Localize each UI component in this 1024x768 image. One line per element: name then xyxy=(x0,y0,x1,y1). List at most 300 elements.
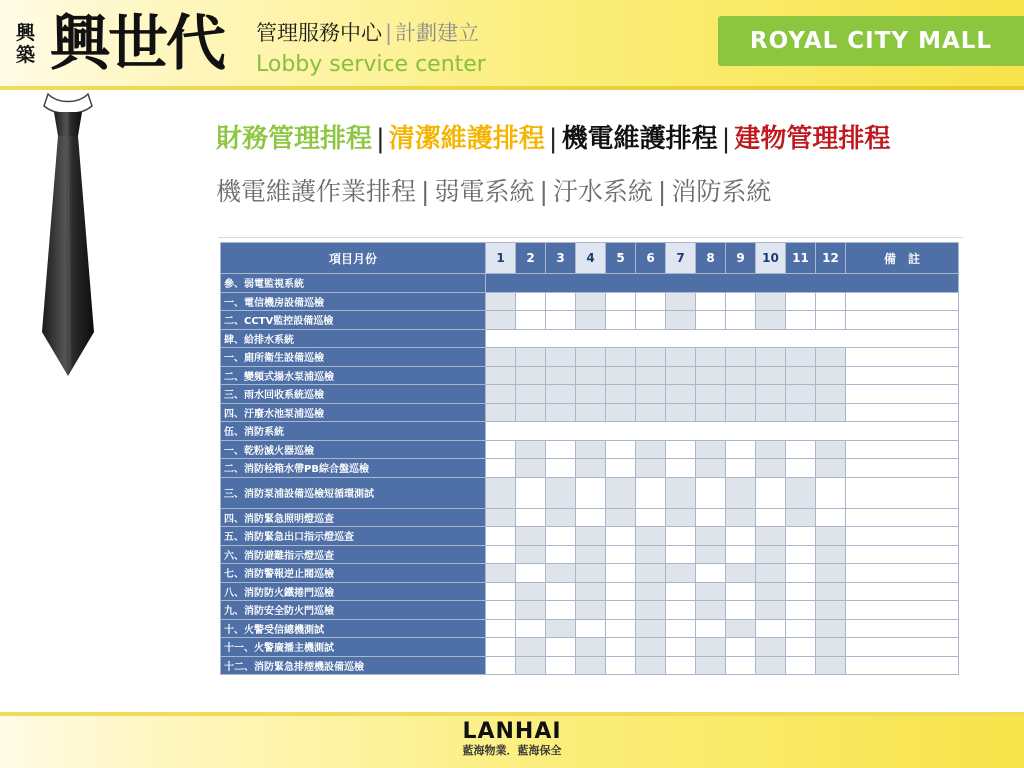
subcategory-line xyxy=(216,175,771,209)
remark-cell xyxy=(846,348,959,367)
month-cell xyxy=(666,292,696,311)
remark-cell xyxy=(846,601,959,620)
header-month-7: 7 xyxy=(666,243,696,274)
month-cell xyxy=(666,403,696,422)
month-cell xyxy=(786,601,816,620)
month-cell xyxy=(786,292,816,311)
month-cell xyxy=(696,366,726,385)
month-cell xyxy=(546,311,576,330)
month-cell xyxy=(786,656,816,675)
month-cell xyxy=(786,619,816,638)
remark-cell xyxy=(846,638,959,657)
row-label: 四、汙廢水池泵浦巡檢 xyxy=(221,403,486,422)
month-cell xyxy=(666,527,696,546)
month-cell xyxy=(666,477,696,508)
row-label: 三、雨水回收系統巡檢 xyxy=(221,385,486,404)
month-cell xyxy=(606,459,636,478)
category-building: 建物管理排程 xyxy=(734,124,891,154)
month-cell xyxy=(636,601,666,620)
month-cell xyxy=(546,459,576,478)
month-cell xyxy=(786,545,816,564)
month-cell xyxy=(576,366,606,385)
month-cell xyxy=(606,582,636,601)
category-electromechanical: 機電維護排程 xyxy=(561,124,718,154)
month-cell xyxy=(786,527,816,546)
month-cell xyxy=(516,348,546,367)
table-row xyxy=(221,440,959,459)
month-cell xyxy=(546,564,576,583)
row-label: 五、消防緊急出口指示燈巡查 xyxy=(221,527,486,546)
month-cell xyxy=(486,508,516,527)
remark-cell xyxy=(846,527,959,546)
remark-cell xyxy=(846,545,959,564)
month-cell xyxy=(606,403,636,422)
month-cell xyxy=(666,564,696,583)
remark-cell xyxy=(846,403,959,422)
table-row xyxy=(221,329,959,348)
row-label: 參、弱電監視系統 xyxy=(221,274,486,293)
month-cell xyxy=(486,638,516,657)
month-cell xyxy=(726,385,756,404)
remark-cell xyxy=(846,582,959,601)
month-cell xyxy=(786,582,816,601)
month-cell xyxy=(696,292,726,311)
month-cell xyxy=(516,459,546,478)
remark-cell xyxy=(846,366,959,385)
row-label: 十二、消防緊急排煙機設備巡檢 xyxy=(221,656,486,675)
month-cell xyxy=(756,385,786,404)
subcategory-fire: 消防系統 xyxy=(671,177,772,206)
footer-logo xyxy=(452,720,572,758)
month-cell xyxy=(726,403,756,422)
section-span xyxy=(486,422,959,441)
month-cell xyxy=(726,348,756,367)
month-cell xyxy=(726,292,756,311)
table-body xyxy=(221,274,959,675)
month-cell xyxy=(666,508,696,527)
month-cell xyxy=(546,292,576,311)
month-cell xyxy=(696,656,726,675)
month-cell xyxy=(486,477,516,508)
month-cell xyxy=(576,619,606,638)
month-cell xyxy=(546,545,576,564)
month-cell xyxy=(486,385,516,404)
month-cell xyxy=(816,638,846,657)
row-label: 二、消防栓箱水帶PB綜合盤巡檢 xyxy=(221,459,486,478)
month-cell xyxy=(636,348,666,367)
month-cell xyxy=(486,545,516,564)
month-cell xyxy=(816,619,846,638)
month-cell xyxy=(636,508,666,527)
remark-cell xyxy=(846,459,959,478)
month-cell xyxy=(486,619,516,638)
month-cell xyxy=(816,292,846,311)
month-cell xyxy=(816,564,846,583)
subcategory-low-voltage: 弱電系統 xyxy=(434,177,535,206)
subcategory-separator: | xyxy=(539,177,548,206)
month-cell xyxy=(516,564,546,583)
month-cell xyxy=(516,403,546,422)
month-cell xyxy=(546,348,576,367)
row-label: 七、消防警報逆止閥巡檢 xyxy=(221,564,486,583)
section-span xyxy=(486,329,959,348)
month-cell xyxy=(606,545,636,564)
month-cell xyxy=(546,440,576,459)
month-cell xyxy=(756,656,786,675)
maintenance-schedule-table xyxy=(220,242,959,675)
table-row xyxy=(221,582,959,601)
subcategory-schedule: 機電維護作業排程 xyxy=(216,177,417,206)
row-label: 四、消防緊急照明燈巡查 xyxy=(221,508,486,527)
month-cell xyxy=(606,477,636,508)
month-cell xyxy=(696,508,726,527)
header-month-9: 9 xyxy=(726,243,756,274)
month-cell xyxy=(696,601,726,620)
table-header-row xyxy=(221,243,959,274)
table-row xyxy=(221,348,959,367)
month-cell xyxy=(516,638,546,657)
month-cell xyxy=(546,403,576,422)
month-cell xyxy=(546,477,576,508)
footer-brand: LANHAI xyxy=(462,719,562,744)
month-cell xyxy=(576,459,606,478)
month-cell xyxy=(726,564,756,583)
remark-cell xyxy=(846,440,959,459)
month-cell xyxy=(666,385,696,404)
header-month-4: 4 xyxy=(576,243,606,274)
row-label: 十、火警受信總機測試 xyxy=(221,619,486,638)
month-cell xyxy=(486,459,516,478)
header-month-5: 5 xyxy=(606,243,636,274)
month-cell xyxy=(756,292,786,311)
month-cell xyxy=(576,292,606,311)
month-cell xyxy=(816,545,846,564)
remark-cell xyxy=(846,292,959,311)
header-subtitle-en: Lobby service center xyxy=(256,52,486,77)
table-row xyxy=(221,459,959,478)
month-cell xyxy=(516,440,546,459)
remark-cell xyxy=(846,508,959,527)
header-title-sub: 計劃建立 xyxy=(395,21,480,45)
month-cell xyxy=(516,311,546,330)
bottom-banner-stripe xyxy=(0,712,1024,716)
month-cell xyxy=(816,582,846,601)
month-cell xyxy=(546,527,576,546)
month-cell xyxy=(576,638,606,657)
header-month-12: 12 xyxy=(816,243,846,274)
table-row xyxy=(221,545,959,564)
header-title-main: 管理服務中心 xyxy=(256,21,382,45)
month-cell xyxy=(636,311,666,330)
month-cell xyxy=(546,385,576,404)
row-label: 二、變頻式揚水泵浦巡檢 xyxy=(221,366,486,385)
month-cell xyxy=(666,366,696,385)
month-cell xyxy=(756,440,786,459)
month-cell xyxy=(726,582,756,601)
month-cell xyxy=(756,508,786,527)
footer-tagline: 藍海物業．藍海保全 xyxy=(462,744,562,757)
month-cell xyxy=(756,366,786,385)
month-cell xyxy=(636,366,666,385)
month-cell xyxy=(696,348,726,367)
table-top-rule xyxy=(218,237,963,238)
month-cell xyxy=(606,292,636,311)
remark-cell xyxy=(846,385,959,404)
month-cell xyxy=(816,366,846,385)
month-cell xyxy=(576,508,606,527)
month-cell xyxy=(786,403,816,422)
month-cell xyxy=(636,619,666,638)
month-cell xyxy=(576,545,606,564)
month-cell xyxy=(816,311,846,330)
table-row xyxy=(221,656,959,675)
header-month-10: 10 xyxy=(756,243,786,274)
month-cell xyxy=(486,582,516,601)
header-remark: 備 註 xyxy=(846,243,959,274)
month-cell xyxy=(606,311,636,330)
month-cell xyxy=(606,440,636,459)
month-cell xyxy=(546,619,576,638)
month-cell xyxy=(546,582,576,601)
month-cell xyxy=(486,292,516,311)
row-label: 一、電信機房設備巡檢 xyxy=(221,292,486,311)
month-cell xyxy=(726,459,756,478)
month-cell xyxy=(816,440,846,459)
month-cell xyxy=(696,403,726,422)
month-cell xyxy=(576,601,606,620)
month-cell xyxy=(516,601,546,620)
month-cell xyxy=(666,440,696,459)
month-cell xyxy=(486,348,516,367)
header-month-2: 2 xyxy=(516,243,546,274)
month-cell xyxy=(516,582,546,601)
month-cell xyxy=(756,638,786,657)
subcategory-separator: | xyxy=(657,177,667,206)
month-cell xyxy=(516,477,546,508)
month-cell xyxy=(516,292,546,311)
month-cell xyxy=(786,440,816,459)
month-cell xyxy=(696,638,726,657)
remark-cell xyxy=(846,619,959,638)
month-cell xyxy=(726,527,756,546)
month-cell xyxy=(696,477,726,508)
month-cell xyxy=(636,477,666,508)
necktie-icon xyxy=(28,90,108,380)
table-row xyxy=(221,638,959,657)
month-cell xyxy=(816,656,846,675)
month-cell xyxy=(636,292,666,311)
row-label: 八、消防防火鐵捲門巡檢 xyxy=(221,582,486,601)
month-cell xyxy=(786,508,816,527)
month-cell xyxy=(606,619,636,638)
header-month-8: 8 xyxy=(696,243,726,274)
table-row xyxy=(221,366,959,385)
month-cell xyxy=(726,545,756,564)
month-cell xyxy=(756,311,786,330)
month-cell xyxy=(576,311,606,330)
month-cell xyxy=(666,348,696,367)
month-cell xyxy=(636,527,666,546)
category-cleaning: 清潔維護排程 xyxy=(388,124,545,154)
table-row xyxy=(221,385,959,404)
month-cell xyxy=(786,366,816,385)
month-cell xyxy=(636,385,666,404)
month-cell xyxy=(576,348,606,367)
month-cell xyxy=(486,564,516,583)
row-label: 肆、給排水系統 xyxy=(221,329,486,348)
category-line xyxy=(216,122,890,156)
month-cell xyxy=(756,619,786,638)
row-label: 二、CCTV監控設備巡檢 xyxy=(221,311,486,330)
month-cell xyxy=(606,656,636,675)
table-row xyxy=(221,564,959,583)
category-separator: | xyxy=(548,124,558,154)
month-cell xyxy=(816,385,846,404)
month-cell xyxy=(756,564,786,583)
month-cell xyxy=(606,508,636,527)
month-cell xyxy=(756,477,786,508)
row-label: 伍、消防系統 xyxy=(221,422,486,441)
month-cell xyxy=(636,403,666,422)
month-cell xyxy=(486,440,516,459)
table-row xyxy=(221,619,959,638)
month-cell xyxy=(816,459,846,478)
row-label: 一、廁所衛生設備巡檢 xyxy=(221,348,486,367)
table-row xyxy=(221,601,959,620)
row-label: 九、消防安全防火門巡檢 xyxy=(221,601,486,620)
month-cell xyxy=(666,619,696,638)
month-cell xyxy=(696,545,726,564)
month-cell xyxy=(726,638,756,657)
month-cell xyxy=(636,638,666,657)
month-cell xyxy=(816,348,846,367)
month-cell xyxy=(516,366,546,385)
month-cell xyxy=(666,311,696,330)
month-cell xyxy=(696,527,726,546)
subcategory-sewage: 汙水系統 xyxy=(552,177,653,206)
month-cell xyxy=(696,619,726,638)
month-cell xyxy=(486,601,516,620)
header-month-11: 11 xyxy=(786,243,816,274)
month-cell xyxy=(786,385,816,404)
brand-badge: ROYAL CITY MALL xyxy=(718,16,1024,66)
month-cell xyxy=(636,440,666,459)
header-month-1: 1 xyxy=(486,243,516,274)
month-cell xyxy=(756,582,786,601)
month-cell xyxy=(696,311,726,330)
month-cell xyxy=(666,638,696,657)
month-cell xyxy=(756,527,786,546)
category-separator: | xyxy=(721,124,731,154)
table-row xyxy=(221,527,959,546)
row-label: 六、消防避難指示燈巡查 xyxy=(221,545,486,564)
month-cell xyxy=(816,508,846,527)
month-cell xyxy=(786,311,816,330)
month-cell xyxy=(486,366,516,385)
month-cell xyxy=(576,656,606,675)
header-month-6: 6 xyxy=(636,243,666,274)
category-finance: 財務管理排程 xyxy=(216,124,373,154)
month-cell xyxy=(576,582,606,601)
table-row xyxy=(221,403,959,422)
month-cell xyxy=(516,656,546,675)
month-cell xyxy=(666,545,696,564)
table-row xyxy=(221,292,959,311)
month-cell xyxy=(756,601,786,620)
month-cell xyxy=(696,440,726,459)
month-cell xyxy=(636,459,666,478)
month-cell xyxy=(486,527,516,546)
month-cell xyxy=(696,582,726,601)
month-cell xyxy=(546,508,576,527)
month-cell xyxy=(666,601,696,620)
table-row xyxy=(221,311,959,330)
month-cell xyxy=(786,348,816,367)
month-cell xyxy=(576,527,606,546)
month-cell xyxy=(726,477,756,508)
month-cell xyxy=(666,656,696,675)
month-cell xyxy=(756,545,786,564)
month-cell xyxy=(486,656,516,675)
month-cell xyxy=(576,385,606,404)
row-label: 三、消防泵浦設備巡檢短循環測試 xyxy=(221,477,486,508)
remark-cell xyxy=(846,311,959,330)
month-cell xyxy=(576,477,606,508)
month-cell xyxy=(636,656,666,675)
month-cell xyxy=(546,601,576,620)
month-cell xyxy=(486,403,516,422)
month-cell xyxy=(816,477,846,508)
category-separator: | xyxy=(376,124,385,154)
month-cell xyxy=(606,366,636,385)
month-cell xyxy=(726,601,756,620)
table-row xyxy=(221,477,959,508)
header-item-month: 項目月份 xyxy=(221,243,486,274)
month-cell xyxy=(576,440,606,459)
month-cell xyxy=(696,564,726,583)
month-cell xyxy=(636,564,666,583)
month-cell xyxy=(546,656,576,675)
logo-main-text: 興世代 xyxy=(50,9,224,79)
row-label: 一、乾粉滅火器巡檢 xyxy=(221,440,486,459)
month-cell xyxy=(546,366,576,385)
month-cell xyxy=(516,545,546,564)
month-cell xyxy=(516,619,546,638)
section-span xyxy=(486,274,959,293)
month-cell xyxy=(786,477,816,508)
month-cell xyxy=(756,459,786,478)
month-cell xyxy=(816,601,846,620)
month-cell xyxy=(726,366,756,385)
table-row xyxy=(221,422,959,441)
row-label: 十一、火警廣播主機測試 xyxy=(221,638,486,657)
header-title-separator: | xyxy=(385,21,393,45)
month-cell xyxy=(666,582,696,601)
month-cell xyxy=(636,582,666,601)
month-cell xyxy=(786,638,816,657)
month-cell xyxy=(726,656,756,675)
table-row xyxy=(221,508,959,527)
month-cell xyxy=(786,459,816,478)
month-cell xyxy=(816,527,846,546)
month-cell xyxy=(666,459,696,478)
month-cell xyxy=(726,508,756,527)
month-cell xyxy=(696,459,726,478)
month-cell xyxy=(486,311,516,330)
month-cell xyxy=(636,545,666,564)
remark-cell xyxy=(846,564,959,583)
remark-cell xyxy=(846,656,959,675)
